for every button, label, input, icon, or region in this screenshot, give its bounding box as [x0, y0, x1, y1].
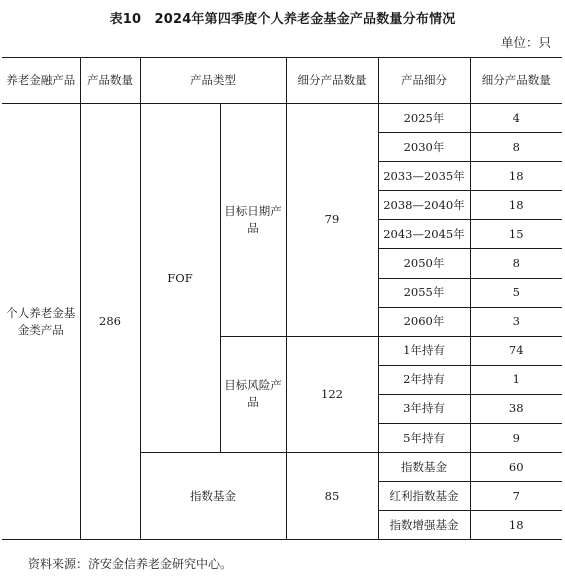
value-cell: 18 [470, 191, 562, 220]
detail-cell: 2033—2035年 [378, 162, 470, 191]
fof-cell: FOF [140, 104, 220, 453]
product-count-cell: 286 [80, 104, 140, 540]
value-cell: 1 [470, 365, 562, 394]
detail-cell: 2060年 [378, 307, 470, 336]
value-cell: 38 [470, 394, 562, 423]
target-risk-cell: 目标风险产品 [220, 336, 286, 452]
value-cell: 4 [470, 104, 562, 133]
target-risk-count-cell: 122 [286, 336, 378, 452]
value-cell: 18 [470, 511, 562, 540]
detail-cell: 2050年 [378, 249, 470, 278]
detail-cell: 2年持有 [378, 365, 470, 394]
value-cell: 8 [470, 249, 562, 278]
value-cell: 15 [470, 220, 562, 249]
index-fund-cell: 指数基金 [140, 453, 286, 540]
index-fund-count-cell: 85 [286, 453, 378, 540]
value-cell: 18 [470, 162, 562, 191]
value-cell: 9 [470, 424, 562, 453]
value-cell: 7 [470, 482, 562, 511]
detail-cell: 2030年 [378, 133, 470, 162]
value-cell: 3 [470, 307, 562, 336]
detail-cell: 2043—2045年 [378, 220, 470, 249]
header-count: 产品数量 [80, 58, 140, 104]
header-detail: 产品细分 [378, 58, 470, 104]
detail-cell: 1年持有 [378, 336, 470, 365]
value-cell: 74 [470, 336, 562, 365]
table-row [2, 104, 562, 133]
header-product: 养老金融产品 [2, 58, 80, 104]
value-cell: 5 [470, 278, 562, 307]
detail-cell: 5年持有 [378, 424, 470, 453]
target-date-cell: 目标日期产品 [220, 104, 286, 337]
table-title: 表10 2024年第四季度个人养老金基金产品数量分布情况 [109, 12, 456, 27]
target-date-count-cell: 79 [286, 104, 378, 337]
detail-cell: 2038—2040年 [378, 191, 470, 220]
detail-cell: 2055年 [378, 278, 470, 307]
header-row [2, 58, 562, 104]
header-sub-count: 细分产品数量 [286, 58, 378, 104]
detail-cell: 3年持有 [378, 394, 470, 423]
source-note: 资料来源：济安金信养老金研究中心。 [28, 557, 233, 571]
detail-cell: 指数基金 [378, 453, 470, 482]
product-name-cell: 个人养老金基金类产品 [2, 104, 80, 540]
fund-distribution-table [2, 57, 562, 540]
header-type: 产品类型 [140, 58, 286, 104]
header-detail-count: 细分产品数量 [470, 58, 562, 104]
value-cell: 60 [470, 453, 562, 482]
detail-cell: 2025年 [378, 104, 470, 133]
unit-label: 单位：只 [500, 35, 551, 50]
detail-cell: 指数增强基金 [378, 511, 470, 540]
detail-cell: 红利指数基金 [378, 482, 470, 511]
value-cell: 8 [470, 133, 562, 162]
